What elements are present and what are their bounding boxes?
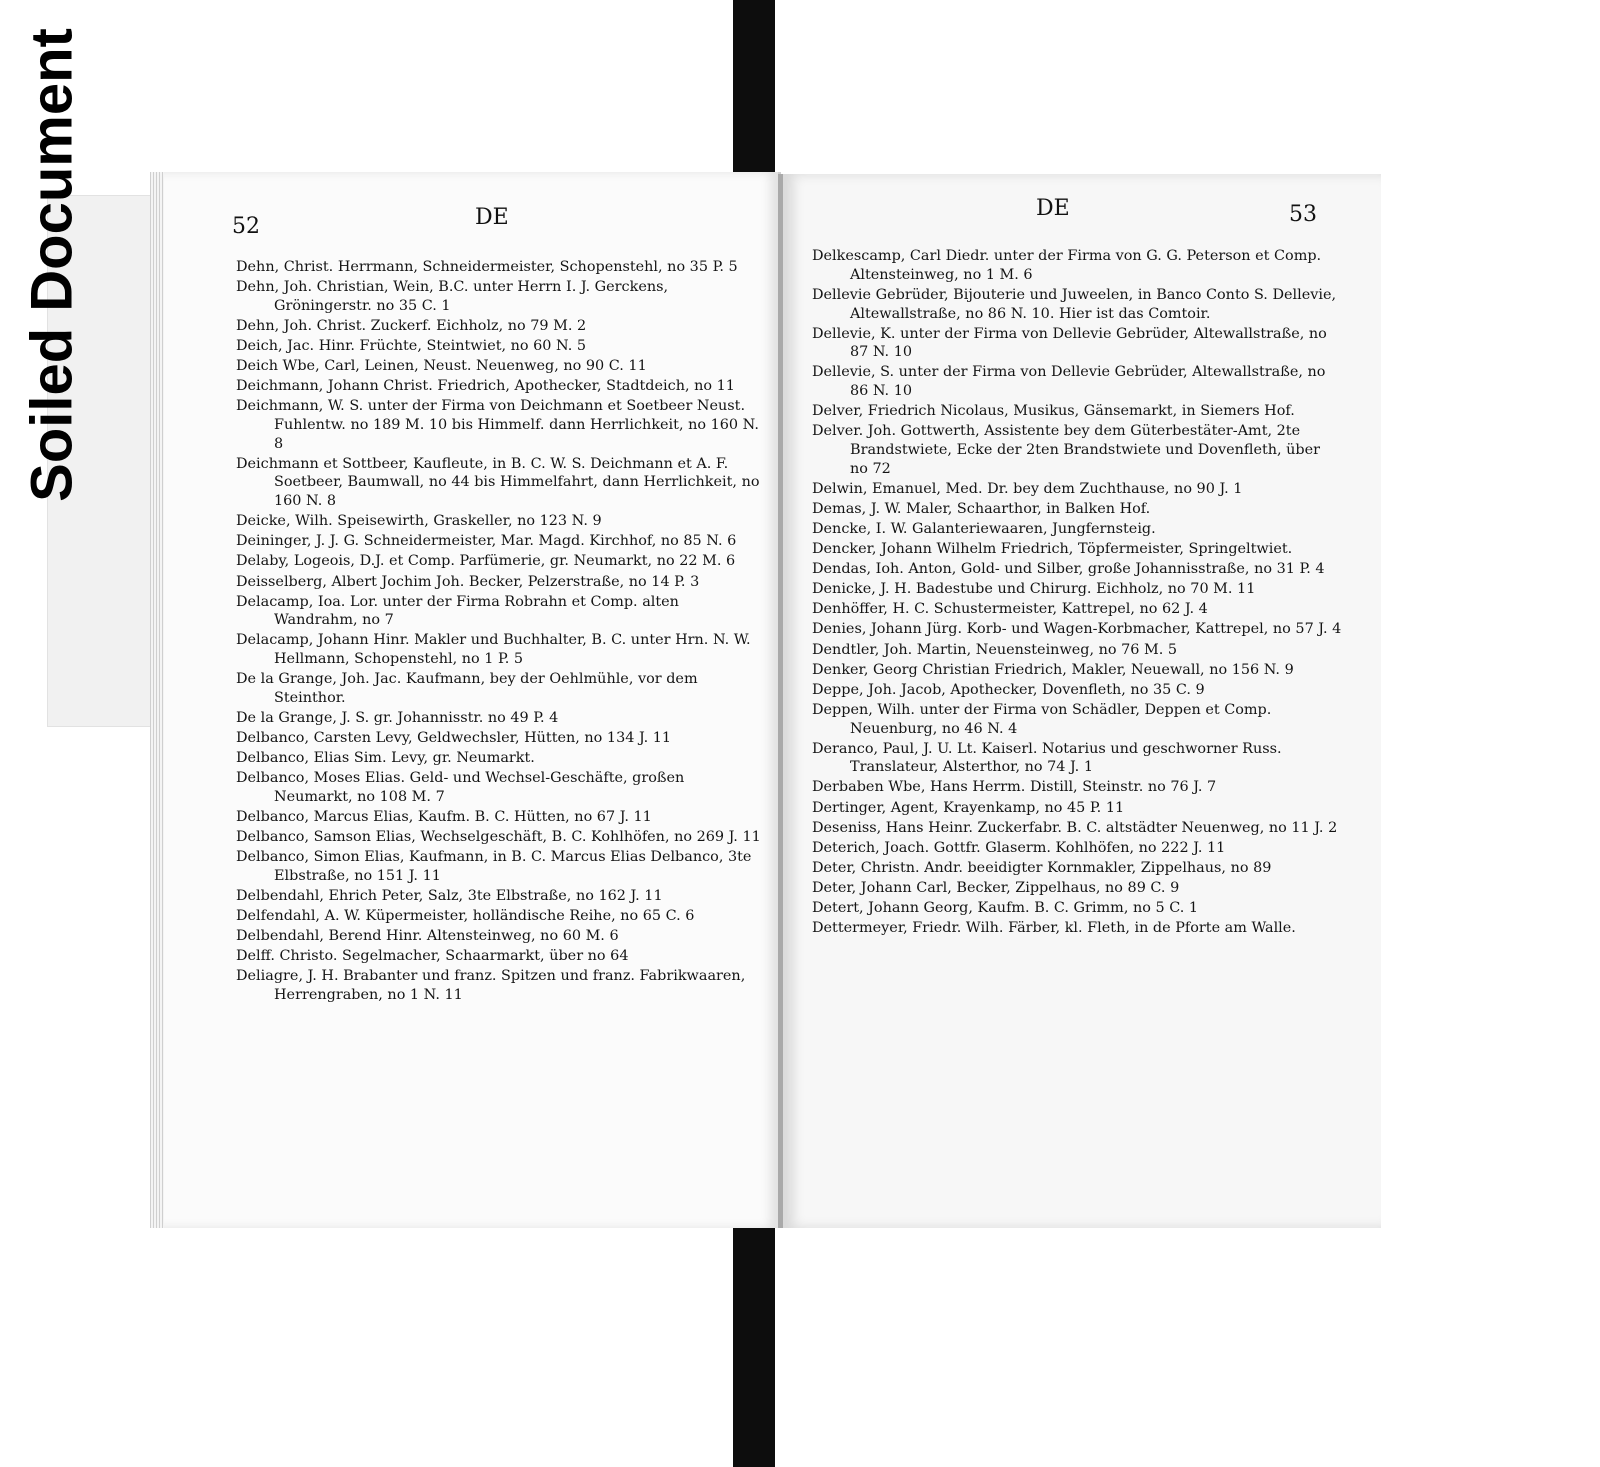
directory-entry: Delver. Joh. Gottwerth, Assistente bey dem Güterbestäter-Amt, 2te Brandstwiete, Ecke der 2ten Brandstwiete und Dovenfleth, über no 72 bbox=[812, 423, 1321, 477]
directory-entry: Dellevie Gebrüder, Bijouterie und Juweelen, in Banco Conto S. Dellevie, Altewallstraße, no 86 N. 10. Hier ist das Comtoir. bbox=[812, 286, 1337, 322]
left-page-header: DE bbox=[475, 205, 509, 230]
directory-entry: Delaby, Logeois, D.J. et Comp. Parfümerie, gr. Neumarkt, no 22 M. 6 bbox=[236, 553, 736, 570]
directory-entry: Delbanco, Moses Elias. Geld- und Wechsel-Geschäfte, großen Neumarkt, no 108 M. 7 bbox=[236, 770, 685, 806]
directory-entry: Denies, Johann Jürg. Korb- und Wagen-Korbmacher, Kattrepel, no 57 J. 4 bbox=[812, 621, 1342, 638]
directory-entry: Dencker, Johann Wilhelm Friedrich, Töpfermeister, Springeltwiet. bbox=[812, 541, 1293, 558]
directory-entry: Delwin, Emanuel, Med. Dr. bey dem Zuchthause, no 90 J. 1 bbox=[812, 480, 1243, 497]
directory-entry: Delbanco, Carsten Levy, Geldwechsler, Hütten, no 134 J. 11 bbox=[236, 730, 672, 747]
book-spine-bottom bbox=[733, 1228, 775, 1467]
directory-entry: Delfendahl, A. W. Küpermeister, holländische Reihe, no 65 C. 6 bbox=[236, 908, 695, 925]
directory-entry: Denhöffer, H. C. Schustermeister, Kattrepel, no 62 J. 4 bbox=[812, 601, 1208, 618]
directory-entry: Dehn, Joh. Christ. Zuckerf. Eichholz, no 79 M. 2 bbox=[236, 317, 587, 334]
directory-entry: Deppe, Joh. Jacob, Apothecker, Dovenfleth, no 35 C. 9 bbox=[812, 681, 1205, 698]
right-page-number: 53 bbox=[1289, 202, 1317, 227]
directory-entry: Dehn, Christ. Herrmann, Schneidermeister, Schopenstehl, no 35 P. 5 bbox=[236, 259, 738, 275]
directory-entry: Delbanco, Simon Elias, Kaufmann, in B. C. Marcus Elias Delbanco, 3te Elbstraße, no 151 J. 11 bbox=[236, 849, 752, 884]
directory-entry: Deich, Jac. Hinr. Früchte, Steintwiet, no 60 N. 5 bbox=[236, 337, 587, 354]
directory-entry: Delacamp, Ioa. Lor. unter der Firma Robrahn et Comp. alten Wandrahm, no 7 bbox=[236, 593, 679, 629]
directory-entry: Delkescamp, Carl Diedr. unter der Firma von G. G. Peterson et Comp. Altensteinweg, no 1 M. 6 bbox=[812, 248, 1322, 283]
directory-entry: Deterich, Joach. Gottfr. Glaserm. Kohlhöfen, no 222 J. 11 bbox=[812, 839, 1226, 856]
directory-entry: Dellevie, S. unter der Firma von Dellevie Gebrüder, Altewallstraße, no 86 N. 10 bbox=[812, 364, 1326, 400]
directory-entry: Deich Wbe, Carl, Leinen, Neust. Neuenweg, no 90 C. 11 bbox=[236, 358, 647, 375]
right-entry-list bbox=[812, 247, 1342, 939]
left-entry-list bbox=[236, 258, 764, 1006]
directory-entry: Deranco, Paul, J. U. Lt. Kaiserl. Notarius und geschworner Russ. Translateur, Alsterthor, no 74 J. 1 bbox=[812, 740, 1282, 776]
directory-entry: Delbanco, Marcus Elias, Kaufm. B. C. Hütten, no 67 J. 11 bbox=[236, 809, 652, 826]
directory-entry: Deichmann et Sottbeer, Kaufleute, in B. C. W. S. Deichmann et A. F. Soetbeer, Baumwall, no 44 bis Himmelfahrt, dann Herrlichkeit, no 160 N. 8 bbox=[236, 455, 760, 510]
directory-entry: De la Grange, Joh. Jac. Kaufmann, bey der Oehlmühle, vor dem Steinthor. bbox=[236, 671, 698, 706]
directory-entry: Demas, J. W. Maler, Schaarthor, in Balken Hof. bbox=[812, 500, 1151, 517]
directory-entry: Derbaben Wbe, Hans Herrm. Distill, Steinstr. no 76 J. 7 bbox=[812, 779, 1217, 796]
left-page-edge bbox=[150, 172, 164, 1228]
directory-entry: Dettermeyer, Friedr. Wilh. Färber, kl. Fleth, in de Pforte am Walle. bbox=[812, 920, 1296, 937]
directory-entry: Dendtler, Joh. Martin, Neuensteinweg, no 76 M. 5 bbox=[812, 641, 1178, 658]
directory-entry: Dendas, Ioh. Anton, Gold- und Silber, große Johannisstraße, no 31 P. 4 bbox=[812, 561, 1325, 578]
directory-entry: Deppen, Wilh. unter der Firma von Schädler, Deppen et Comp. Neuenburg, no 46 N. 4 bbox=[812, 701, 1272, 737]
directory-entry: Dertinger, Agent, Krayenkamp, no 45 P. 11 bbox=[812, 799, 1125, 816]
directory-entry: Dehn, Joh. Christian, Wein, B.C. unter Herrn I. J. Gerckens, Gröningerstr. no 35 C. 1 bbox=[236, 279, 669, 314]
directory-entry: Deliagre, J. H. Brabanter und franz. Spitzen und franz. Fabrikwaaren, Herrengraben, no 1 N. 11 bbox=[236, 968, 746, 1004]
directory-entry: Deichmann, W. S. unter der Firma von Deichmann et Soetbeer Neust. Fuhlentw. no 189 M. 10 bis Himmelf. dann Herrlichkeit, no 160 N. 8 bbox=[236, 398, 759, 452]
directory-entry: Dencke, I. W. Galanteriewaaren, Jungfernsteig. bbox=[812, 520, 1156, 537]
directory-entry: Delff. Christo. Segelmacher, Schaarmarkt, über no 64 bbox=[236, 948, 629, 965]
soiled-document-label: Soiled Document bbox=[19, 28, 85, 502]
directory-entry: Deter, Christn. Andr. beeidigter Kornmakler, Zippelhaus, no 89 bbox=[812, 859, 1272, 876]
directory-entry: Dellevie, K. unter der Firma von Dellevie Gebrüder, Altewallstraße, no 87 N. 10 bbox=[812, 325, 1327, 361]
directory-entry: Deter, Johann Carl, Becker, Zippelhaus, no 89 C. 9 bbox=[812, 879, 1180, 896]
directory-entry: Delacamp, Johann Hinr. Makler und Buchhalter, B. C. unter Hrn. N. W. Hellmann, Schopenstehl, no 1 P. 5 bbox=[236, 632, 751, 668]
directory-entry: Deisselberg, Albert Jochim Joh. Becker, Pelzerstraße, no 14 P. 3 bbox=[236, 573, 700, 590]
directory-entry: Delbanco, Elias Sim. Levy, gr. Neumarkt. bbox=[236, 750, 535, 767]
directory-entry: Delver, Friedrich Nicolaus, Musikus, Gänsemarkt, in Siemers Hof. bbox=[812, 403, 1295, 420]
directory-entry: Delbendahl, Ehrich Peter, Salz, 3te Elbstraße, no 162 J. 11 bbox=[236, 888, 663, 905]
directory-entry: Denicke, J. H. Badestube und Chirurg. Eichholz, no 70 M. 11 bbox=[812, 581, 1256, 598]
left-page-number: 52 bbox=[232, 214, 260, 239]
directory-entry: Delbendahl, Berend Hinr. Altensteinweg, no 60 M. 6 bbox=[236, 928, 619, 945]
directory-entry: De la Grange, J. S. gr. Johannisstr. no 49 P. 4 bbox=[236, 710, 559, 727]
book-spine-top bbox=[733, 0, 775, 178]
directory-entry: Deininger, J. J. G. Schneidermeister, Mar. Magd. Kirchhof, no 85 N. 6 bbox=[236, 533, 737, 550]
right-page-header: DE bbox=[1036, 196, 1070, 221]
directory-entry: Deseniss, Hans Heinr. Zuckerfabr. B. C. altstädter Neuenweg, no 11 J. 2 bbox=[812, 819, 1338, 836]
directory-entry: Deichmann, Johann Christ. Friedrich, Apothecker, Stadtdeich, no 11 bbox=[236, 378, 735, 395]
directory-entry: Detert, Johann Georg, Kaufm. B. C. Grimm, no 5 C. 1 bbox=[812, 899, 1199, 916]
directory-entry: Denker, Georg Christian Friedrich, Makler, Neuewall, no 156 N. 9 bbox=[812, 661, 1294, 678]
directory-entry: Deicke, Wilh. Speisewirth, Graskeller, no 123 N. 9 bbox=[236, 513, 602, 530]
directory-entry: Delbanco, Samson Elias, Wechselgeschäft, B. C. Kohlhöfen, no 269 J. 11 bbox=[236, 829, 761, 846]
